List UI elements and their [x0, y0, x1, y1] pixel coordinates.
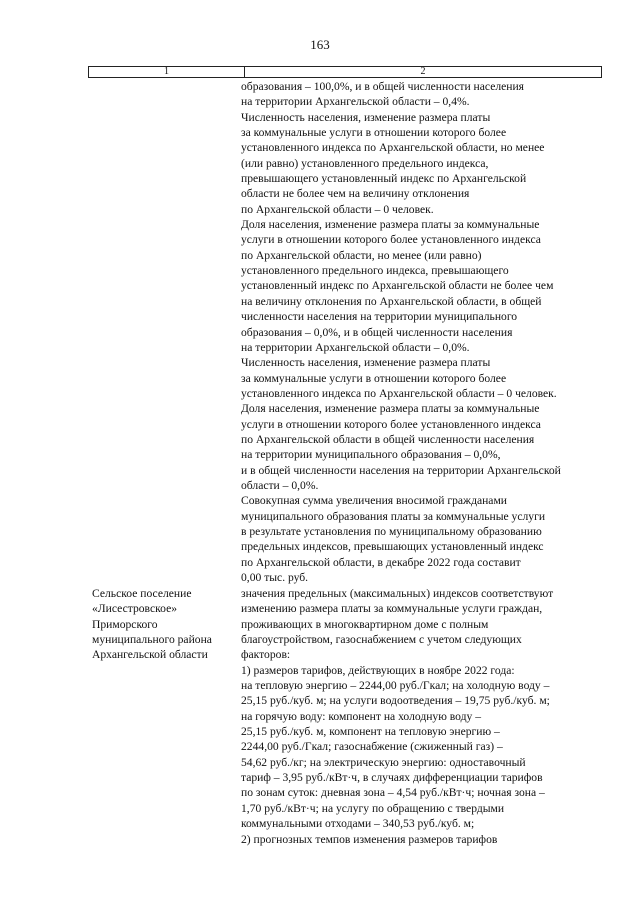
municipality-name — [92, 586, 212, 663]
text-line: услуги в отношении которого более установленного индекса — [241, 417, 541, 431]
text-line: на величину отклонения по Архангельской области, в общей — [241, 294, 542, 308]
text-line: установленного предельного индекса, превышающего — [241, 264, 509, 278]
text-line: области – 0,0%. — [241, 478, 319, 492]
text-line: численности населения на территории муниципального — [241, 310, 518, 324]
text-line: на горячую воду: компонент на холодную воду – — [241, 709, 482, 723]
text-line: образования – 0,0%, и в общей численности населения — [241, 325, 513, 339]
text-line: за коммунальные услуги в отношении которого более — [241, 126, 507, 140]
text-line: 1,70 руб./кВт·ч; на услугу по обращению с твердыми — [241, 801, 505, 815]
text-line: услуги в отношении которого более установленного индекса — [241, 233, 541, 247]
text-line: на тепловую энергию – 2244,00 руб./Гкал; на холодную воду – — [241, 679, 550, 693]
text-line: на территории Архангельской области – 0,0%. — [241, 340, 470, 354]
text-line: (или равно) установленного предельного индекса, — [241, 156, 489, 170]
text-line: по Архангельской области, но менее (или равно) — [241, 248, 482, 262]
text-line: на территории муниципального образования – 0,0%, — [241, 448, 501, 462]
text-line: Сельское поселение — [92, 587, 192, 600]
text-line: проживающих в многоквартирном доме с полным — [241, 617, 489, 631]
text-line: по зонам суток: дневная зона – 4,54 руб./кВт·ч; ночная зона – — [241, 786, 545, 800]
text-line: области не более чем на величину отклонения — [241, 187, 470, 201]
text-line: по Архангельской области, в декабре 2022 года составит — [241, 555, 521, 569]
text-line: установленный индекс по Архангельской области не более чем — [241, 279, 554, 293]
text-line: факторов: — [241, 648, 291, 662]
text-line: 2244,00 руб./Гкал; газоснабжение (сжиженный газ) – — [241, 740, 503, 754]
text-line: в результате установления по муниципальному образованию — [241, 524, 542, 538]
text-line: муниципального образования платы за коммунальные услуги — [241, 509, 546, 523]
text-line: Доля населения, изменение размера платы за коммунальные — [241, 218, 540, 232]
text-line: Доля населения, изменение размера платы за коммунальные — [241, 402, 540, 416]
text-line: 25,15 руб./куб. м, компонент на тепловую энергию – — [241, 725, 500, 739]
text-line: 1) размеров тарифов, действующих в ноябре 2022 года: — [241, 663, 515, 677]
text-line: за коммунальные услуги в отношении которого более — [241, 371, 507, 385]
continuation-text — [241, 79, 561, 585]
index-description — [241, 586, 553, 847]
text-line: муниципального района — [92, 633, 212, 647]
text-line: установленного индекса по Архангельской области, но менее — [241, 141, 545, 155]
text-line: Численность населения, изменение размера платы — [241, 110, 491, 124]
text-line: 54,62 руб./кг; на электрическую энергию: одноставочный — [241, 755, 526, 769]
table-column-header — [88, 66, 602, 78]
text-line: Приморского — [92, 617, 158, 631]
page-number: 163 — [310, 37, 330, 52]
text-line: тариф – 3,95 руб./кВт·ч, в случаях дифференциации тарифов — [241, 771, 543, 785]
text-line: по Архангельской области в общей численности населения — [241, 432, 535, 446]
text-line: благоустройством, газоснабжением с учетом следующих — [241, 633, 522, 647]
text-line: коммунальными отходами – 340,53 руб./куб. м; — [241, 817, 475, 831]
text-line: Архангельской области — [92, 648, 208, 662]
text-line: на территории Архангельской области – 0,4%. — [241, 95, 470, 109]
column-2-number: 2 — [420, 66, 426, 77]
text-line: образования – 100,0%, и в общей численности населения — [241, 80, 525, 93]
text-line: по Архангельской области – 0 человек. — [241, 202, 434, 216]
text-line: 25,15 руб./куб. м; на услуги водоотведения – 19,75 руб./куб. м; — [241, 694, 550, 708]
text-line: установленного индекса по Архангельской области – 0 человек. — [241, 386, 557, 400]
text-line: «Лисестровское» — [92, 602, 178, 616]
text-line: предельных индексов, превышающих установленный индекс — [241, 540, 544, 554]
text-line: 0,00 тыс. руб. — [241, 571, 309, 584]
column-1-number: 1 — [89, 67, 245, 77]
text-line: превышающего установленный индекс по Архангельской — [241, 172, 527, 186]
text-line: значения предельных (максимальных) индексов соответствуют — [241, 587, 554, 600]
text-line: 2) прогнозных темпов изменения размеров тарифов — [241, 832, 498, 846]
text-line: изменению размера платы за коммунальные услуги граждан, — [241, 602, 543, 616]
text-line: и в общей численности населения на территории Архангельской — [241, 463, 561, 477]
text-line: Численность населения, изменение размера платы — [241, 356, 491, 370]
text-line: Совокупная сумма увеличения вносимой гражданами — [241, 494, 507, 508]
